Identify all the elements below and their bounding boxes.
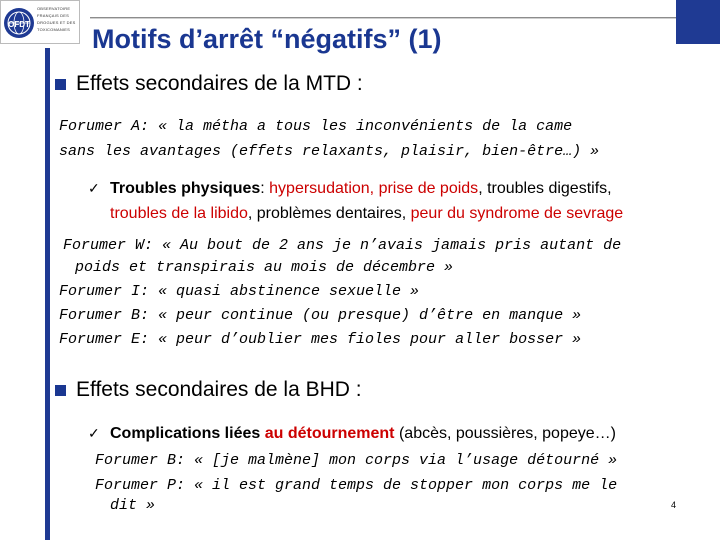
symptom-highlight: troubles de la libido — [110, 205, 248, 222]
check-label: Complications liées — [110, 425, 265, 442]
quote-forumer-e: Forumer E: « peur d’oublier mes fioles pour aller bosser » — [59, 331, 582, 348]
logo-line: FRANÇAIS DES — [37, 13, 69, 18]
left-accent-bar — [45, 48, 50, 540]
ofdt-logo — [0, 0, 80, 44]
check-item-troubles-physiques — [88, 176, 700, 226]
title-divider-shadow — [90, 18, 688, 19]
logo-line: OBSERVATOIRE — [37, 6, 71, 11]
quote-forumer-i: Forumer I: « quasi abstinence sexuelle » — [59, 283, 420, 300]
quote-forumer-b: Forumer B: « peur continue (ou presque) d’être en manque » — [59, 307, 582, 324]
section-heading-bhd — [55, 378, 362, 402]
corner-decoration — [676, 0, 720, 44]
complication-highlight: au détournement — [264, 425, 395, 442]
symptom-highlight: hypersudation, prise de poids — [269, 180, 479, 197]
quote-forumer-p-line1: Forumer P: « il est grand temps de stopper mon corps me le — [95, 477, 618, 494]
check-item-complications — [88, 421, 700, 446]
symptom-highlight: peur du syndrome de sevrage — [410, 205, 624, 222]
symptom-text: , troubles digestifs, — [478, 180, 612, 197]
logo-line: DROGUES ET DES — [37, 20, 76, 25]
quote-forumer-w-line1: Forumer W: « Au bout de 2 ans je n’avais jamais pris autant de — [63, 237, 622, 254]
quote-forumer-a-line1: Forumer A: « la métha a tous les inconvénients de la came — [59, 118, 573, 135]
symptom-text: , problèmes dentaires, — [247, 205, 411, 222]
bullet-square-icon — [55, 79, 66, 90]
ofdt-emblem-icon — [2, 3, 36, 43]
logo-wordmark — [37, 5, 76, 33]
complication-text: (abcès, poussières, popeye…) — [394, 425, 616, 442]
logo-line: TOXICOMANIES — [37, 27, 70, 32]
page-number: 4 — [671, 500, 677, 510]
section-heading-text: Effets secondaires de la BHD : — [76, 378, 362, 401]
check-colon: : — [260, 180, 270, 197]
logo-emblem-label: OFDT — [8, 20, 30, 29]
quote-forumer-b2: Forumer B: « [je malmène] mon corps via l’usage détourné » — [95, 452, 618, 469]
quote-forumer-p-line2: dit » — [110, 497, 156, 514]
section-heading-mtd — [55, 72, 363, 96]
check-label: Troubles physiques — [110, 180, 261, 197]
bullet-square-icon — [55, 385, 66, 396]
checkmark-icon: ✓ — [88, 425, 100, 441]
quote-forumer-a-line2: sans les avantages (effets relaxants, plaisir, bien-être…) » — [59, 143, 600, 160]
checkmark-icon: ✓ — [88, 180, 100, 196]
slide-title: Motifs d’arrêt “négatifs” (1) — [92, 24, 442, 54]
quote-forumer-w-line2: poids et transpirais au mois de décembre » — [75, 259, 454, 276]
section-heading-text: Effets secondaires de la MTD : — [76, 72, 363, 95]
